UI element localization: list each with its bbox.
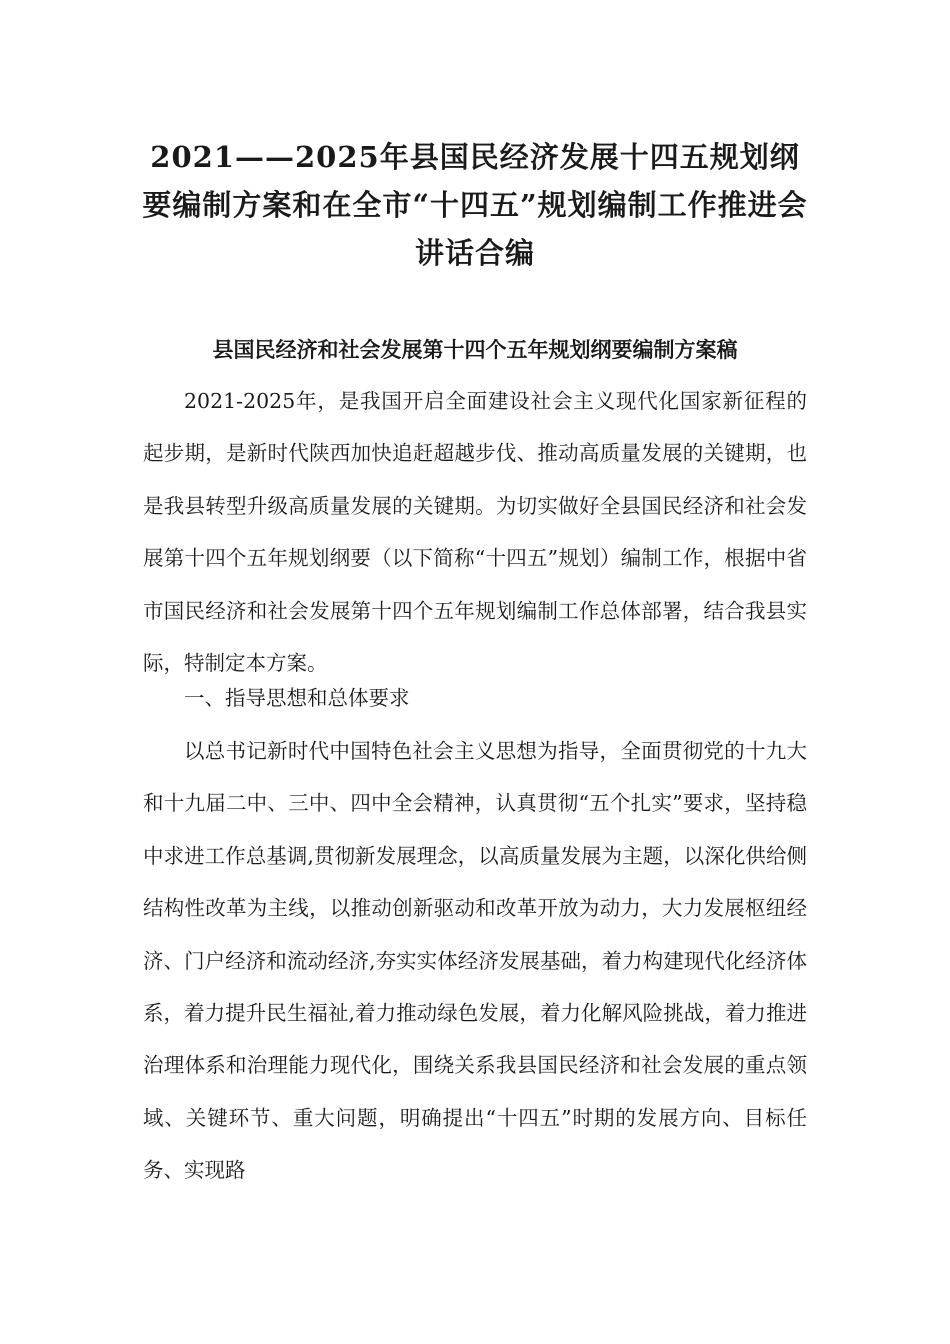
section-heading-guiding-principles: 一、指导思想和总体要求 <box>184 686 410 710</box>
document-subtitle: 县国民经济和社会发展第十四个五年规划纲要编制方案稿 <box>212 337 738 362</box>
document-title: 2021——2025年县国民经济发展十四五规划纲要编制方案和在全市“十四五”规划编制工作推进会讲话合编 <box>142 140 808 270</box>
paragraph-guiding-principles: 以总书记新时代中国特色社会主义思想为指导，全面贯彻党的十九大和十九届二中、三中、四中全会精神，认真贯彻“五个扎实”要求，坚持稳中求进工作总基调,贯彻新发展理念，以高质量发展为主题，以深化供给侧结构性改革为主线，以推动创新驱动和改革开放为动力，大力发展枢纽经济、门户经济和流动经济,夯实实体经济发展基础，着力构建现代化经济体系，着力提升民生福祉,着力推动绿色发展，着力化解风险挑战，着力推进治理体系和治理能力现代化，围绕关系我县国民经济和社会发展的重点领域、关键环节、重大问题，明确提出“十四五”时期的发展方向、目标任务、实现路 <box>143 739 807 1183</box>
paragraph-intro: 2021-2025年，是我国开启全面建设社会主义现代化国家新征程的起步期，是新时代陕西加快追赶超越步伐、推动高质量发展的关键期，也是我县转型升级高质量发展的关键期。为切实做好全县国民经济和社会发展第十四个五年规划纲要（以下简称“十四五”规划）编制工作，根据中省市国民经济和社会发展第十四个五年规划编制工作总体部署，结合我县实际，特制定本方案。 <box>143 389 807 676</box>
